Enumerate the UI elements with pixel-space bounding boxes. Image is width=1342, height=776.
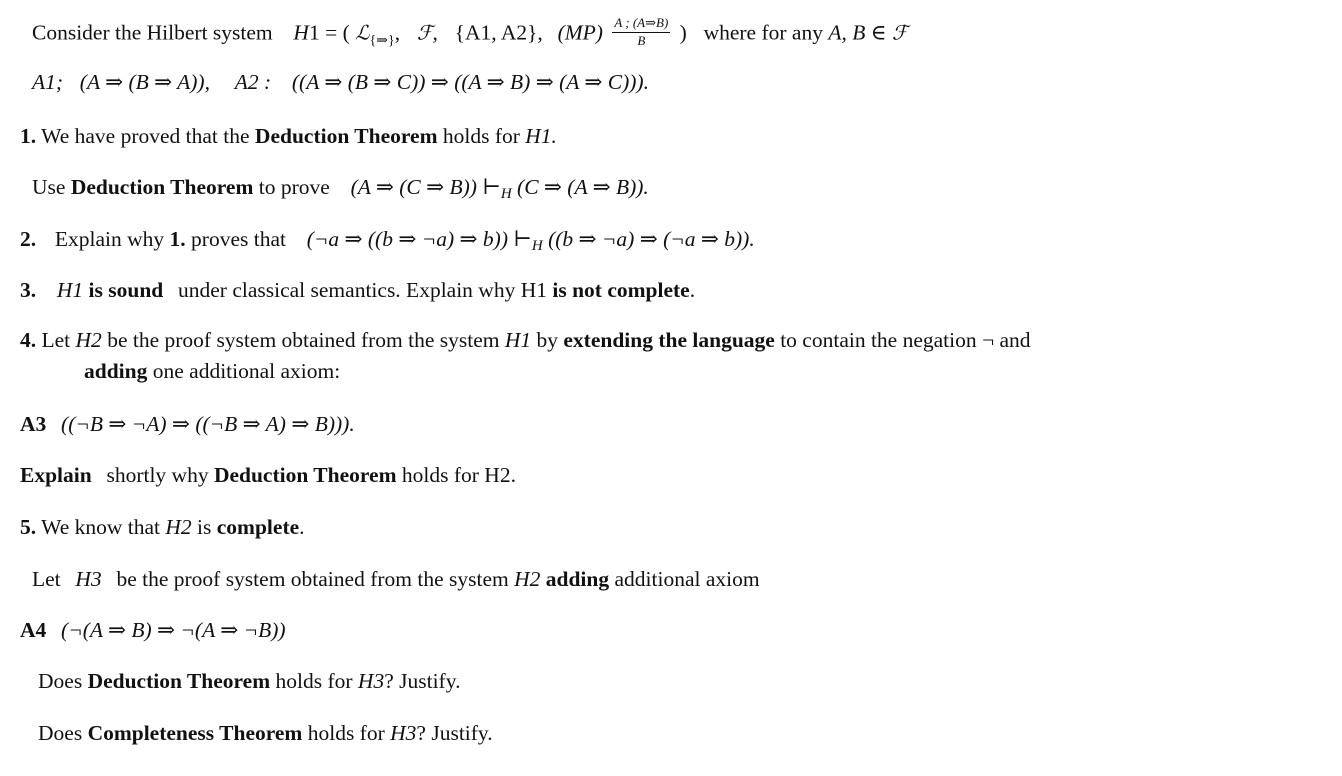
system-name-h1: H: [293, 20, 309, 45]
rule-premises: A ; (A⇒B): [612, 16, 670, 33]
axioms-line: [32, 72, 649, 94]
comma: ,: [432, 20, 438, 45]
text: be the proof system obtained from the system: [116, 567, 509, 591]
intro-vars: A, B ∈: [828, 20, 887, 45]
text: to contain the negation ¬ and: [780, 328, 1031, 352]
text: Let: [41, 328, 71, 352]
question-1-task: [32, 177, 649, 202]
text: additional axiom: [614, 567, 760, 591]
bold-term: Deduction Theorem: [213, 463, 397, 487]
question-1: [20, 126, 557, 148]
text: proves that: [191, 227, 286, 251]
bold-term: is not complete: [552, 278, 690, 302]
intro-text-2: where for any: [703, 20, 823, 45]
intro-text: Consider the Hilbert system: [32, 20, 273, 45]
turnstile-subscript: H: [531, 238, 543, 254]
comma: ,: [394, 20, 401, 45]
text: We know that: [41, 515, 161, 539]
bold-term: Completeness Theorem: [87, 721, 303, 745]
formula: (C ⇒ (A ⇒ B)).: [517, 175, 649, 199]
text: one additional axiom:: [152, 359, 341, 383]
question-4: [20, 330, 1031, 352]
system-ref: H2: [514, 567, 541, 591]
question-5-deduction: [38, 671, 460, 693]
text: holds for: [275, 669, 353, 693]
formula: (¬a ⇒ ((b ⇒ ¬a) ⇒ b)) ⊢: [306, 227, 532, 251]
question-4-task: [20, 465, 516, 487]
formula-set-symbol: ℱ: [892, 20, 908, 45]
bold-term: adding: [545, 567, 610, 591]
axiom-a3-formula: ((¬B ⇒ ¬A) ⇒ ((¬B ⇒ A) ⇒ B))).: [61, 412, 355, 436]
mp-rule-label: (MP): [557, 20, 603, 45]
question-5: [20, 517, 305, 539]
formula: ((b ⇒ ¬a) ⇒ (¬a ⇒ b)).: [548, 227, 755, 251]
system-ref: H1: [56, 278, 84, 302]
bold-term: Deduction Theorem: [87, 669, 271, 693]
rule-conclusion: B: [637, 32, 646, 48]
text: .: [689, 278, 696, 302]
bold-term: extending the language: [563, 328, 775, 352]
bold-term: Deduction Theorem: [254, 124, 438, 148]
intro-line: [32, 15, 908, 51]
system-ref: H2: [75, 328, 102, 352]
axiom-a3-label: A3: [20, 412, 47, 436]
text: ? Justify.: [416, 721, 493, 745]
formula: (A ⇒ (C ⇒ B)) ⊢: [350, 175, 501, 199]
language-subscript: {⇒}: [369, 33, 395, 49]
text: Use: [32, 175, 66, 199]
bold-term: complete: [216, 515, 300, 539]
text: holds for: [307, 721, 385, 745]
question-3: [20, 280, 695, 302]
system-ref: H3: [75, 567, 102, 591]
text: under classical semantics. Explain why H1: [178, 278, 547, 302]
system-ref: H1: [504, 328, 532, 352]
formula-set-symbol: ℱ: [416, 20, 433, 45]
system-ref: H3: [357, 669, 385, 693]
question-5-completeness: [38, 723, 493, 745]
text: holds for: [442, 124, 520, 148]
question-number: 5.: [20, 515, 37, 539]
question-2: [20, 229, 755, 254]
bold-term: 1.: [169, 227, 186, 251]
text: be the proof system obtained from the system: [107, 328, 500, 352]
text: shortly why: [106, 463, 209, 487]
axiom-a1-formula: (A ⇒ (B ⇒ A)),: [79, 70, 210, 94]
axiom-a2-label: A2 :: [234, 70, 272, 94]
system-ref: H3: [390, 721, 417, 745]
equals-paren: = (: [325, 20, 350, 45]
mp-rule-fraction: [612, 16, 670, 49]
bold-term: adding: [84, 359, 148, 383]
text: by: [536, 328, 559, 352]
axiom-a4-label: A4: [20, 618, 47, 642]
text: Explain why: [54, 227, 165, 251]
text: Let: [32, 567, 61, 591]
close-paren: ): [679, 20, 687, 45]
bold-term: Deduction Theorem: [70, 175, 254, 199]
question-4-cont: [84, 361, 340, 383]
text: Does: [38, 669, 83, 693]
text: ? Justify.: [384, 669, 461, 693]
axiom-a3: [20, 414, 355, 436]
system-ref: H1.: [525, 124, 557, 148]
bold-term: Explain: [20, 463, 92, 487]
bold-term: is sound: [88, 278, 164, 302]
axiom-a4: [20, 620, 286, 642]
text: Does: [38, 721, 83, 745]
text: .: [299, 515, 305, 539]
axiom-a1-label: A1;: [32, 70, 64, 94]
text: We have proved that the: [41, 124, 250, 148]
question-number: 3.: [20, 278, 37, 302]
question-number: 1.: [20, 124, 37, 148]
axiom-a2-formula: ((A ⇒ (B ⇒ C)) ⇒ ((A ⇒ B) ⇒ (A ⇒ C))).: [291, 70, 649, 94]
question-number: 2.: [20, 227, 37, 251]
text: is: [197, 515, 212, 539]
language-symbol: ℒ: [355, 20, 370, 45]
axiom-a4-formula: (¬(A ⇒ B) ⇒ ¬(A ⇒ ¬B)): [61, 618, 286, 642]
axiom-set: {A1, A2},: [454, 20, 543, 45]
question-number: 4.: [20, 328, 37, 352]
question-5-setup: [32, 569, 760, 591]
text: holds for H2.: [401, 463, 516, 487]
system-ref: H2: [165, 515, 192, 539]
turnstile-subscript: H: [500, 186, 512, 202]
text: to prove: [258, 175, 330, 199]
system-number: 1: [308, 20, 320, 45]
